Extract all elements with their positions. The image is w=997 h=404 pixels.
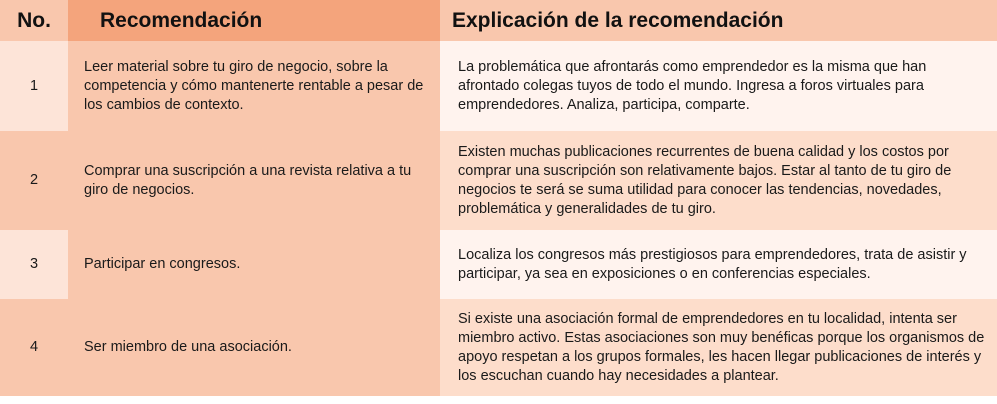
header-recomendacion: Recomendación: [68, 0, 440, 41]
row-explicacion: Localiza los congresos más prestigiosos para emprendedores, trata de asistir y participar, ya sea en exposiciones o en conferencias especiales.: [440, 230, 997, 299]
row-explicacion: La problemática que afrontarás como emprendedor es la misma que han afrontado colegas tuyos de todo el mundo. Ingresa a foros virtuales para emprendedores. Analiza, participa, comparte.: [440, 41, 997, 131]
row-explicacion: Existen muchas publicaciones recurrentes de buena calidad y los costos por comprar una suscripción son relativamente bajos. Estar al tanto de tu giro de negocios te será se suma utilidad para conocer las tendencias, novedades, problemática y generalidades de tu giro.: [440, 131, 997, 230]
row-explicacion: Si existe una asociación formal de emprendedores en tu localidad, intenta ser miembro activo. Estas asociaciones son muy benéficas porque los organismos de apoyo respetan a los grupos formales, les hacen llegar publicaciones de interés y los escuchan cuando hay necesidades a plantear.: [440, 299, 997, 396]
table-row: [0, 41, 997, 131]
table-header-row: [0, 0, 997, 41]
row-number: 2: [0, 131, 68, 230]
row-recomendacion: Participar en congresos.: [68, 230, 440, 299]
header-explicacion: Explicación de la recomendación: [440, 0, 997, 41]
row-number: 3: [0, 230, 68, 299]
table-row: [0, 131, 997, 230]
table-row: [0, 299, 997, 396]
table-row: [0, 230, 997, 299]
row-number: 1: [0, 41, 68, 131]
header-no: No.: [0, 0, 68, 41]
row-recomendacion: Leer material sobre tu giro de negocio, sobre la competencia y cómo mantenerte rentable a pesar de los cambios de contexto.: [68, 41, 440, 131]
row-recomendacion: Comprar una suscripción a una revista relativa a tu giro de negocios.: [68, 131, 440, 230]
row-recomendacion: Ser miembro de una asociación.: [68, 299, 440, 396]
row-number: 4: [0, 299, 68, 396]
